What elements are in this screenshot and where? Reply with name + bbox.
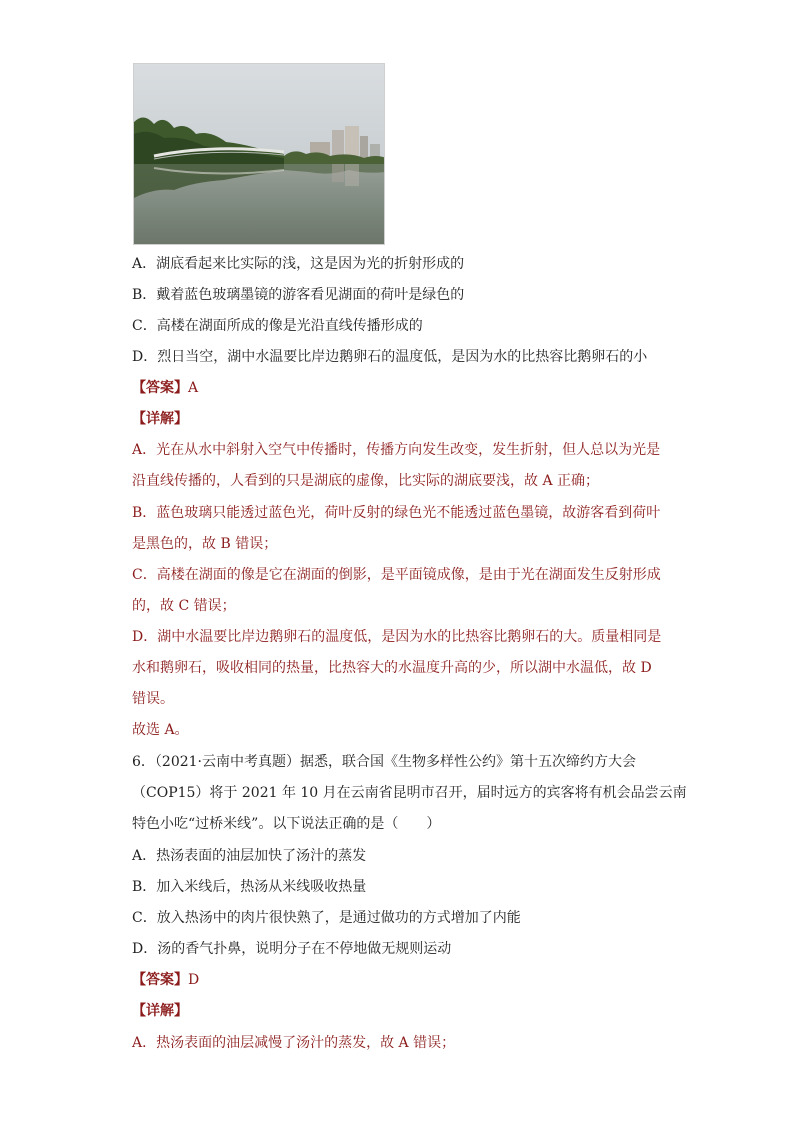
q6-option-c: C．放入热汤中的肉片很快熟了，是通过做功的方式增加了内能: [132, 910, 521, 926]
q6-option-d: D．汤的香气扑鼻，说明分子在不停地做无规则运动: [132, 941, 452, 957]
q5-answer: [132, 378, 198, 398]
answer-label: 【答案】: [132, 972, 188, 988]
q5-detail-line: 是黑色的，故 B 错误；: [132, 536, 278, 552]
q6-stem-line: 特色小吃“过桥米线”。以下说法正确的是（ ）: [132, 816, 441, 832]
q5-detail-line: A．光在从水中斜射入空气中传播时，传播方向发生改变，发生折射，但人总以为光是: [132, 442, 661, 458]
q5-detail-line: 的，故 C 错误；: [132, 598, 236, 614]
lake-photo: [133, 63, 385, 245]
q5-option-b: B．戴着蓝色玻璃墨镜的游客看见湖面的荷叶是绿色的: [132, 287, 465, 303]
lake-scene-image: [134, 64, 385, 245]
q6-option-a: A．热汤表面的油层加快了汤汁的蒸发: [132, 848, 367, 864]
q5-detail-line: 沿直线传播的，人看到的只是湖底的虚像，比实际的湖底要浅，故 A 正确；: [132, 473, 600, 489]
answer-value: D: [188, 972, 200, 988]
q6-stem-line: 6．（2021·云南中考真题）据悉，联合国《生物多样性公约》第十五次缔约方大会: [132, 754, 636, 770]
q6-stem-line: （COP15）将于 2021 年 10 月在云南省昆明市召开，届时远方的宾客将有机会品尝云南: [132, 785, 687, 801]
q6-detail-line: A．热汤表面的油层减慢了汤汁的蒸发，故 A 错误；: [132, 1035, 456, 1051]
q5-option-c: C．高楼在湖面所成的像是光沿直线传播形成的: [132, 318, 423, 334]
q5-conclusion: 故选 A。: [132, 722, 189, 738]
answer-label: 【答案】: [132, 380, 188, 396]
answer-value: A: [188, 380, 199, 396]
q5-detail-line: B．蓝色玻璃只能透过蓝色光，荷叶反射的绿色光不能透过蓝色墨镜，故游客看到荷叶: [132, 505, 661, 521]
q6-answer: [132, 970, 199, 990]
q6-detail-label: 【详解】: [132, 1003, 188, 1019]
q5-detail-line: C．高楼在湖面的像是它在湖面的倒影，是平面镜成像，是由于光在湖面发生反射形成: [132, 567, 661, 583]
q5-option-d: D．烈日当空，湖中水温要比岸边鹅卵石的温度低，是因为水的比热容比鹅卵石的小: [132, 349, 648, 365]
q5-detail-line: 错误。: [132, 691, 174, 707]
q6-option-b: B．加入米线后，热汤从米线吸收热量: [132, 879, 367, 895]
q5-option-a: A．湖底看起来比实际的浅，这是因为光的折射形成的: [132, 256, 465, 272]
q5-detail-label: 【详解】: [132, 411, 188, 427]
q5-detail-line: 水和鹅卵石，吸收相同的热量，比热容大的水温度升高的少，所以湖中水温低，故 D: [132, 660, 652, 676]
q5-detail-line: D．湖中水温要比岸边鹅卵石的温度低，是因为水的比热容比鹅卵石的大。质量相同是: [132, 629, 662, 645]
